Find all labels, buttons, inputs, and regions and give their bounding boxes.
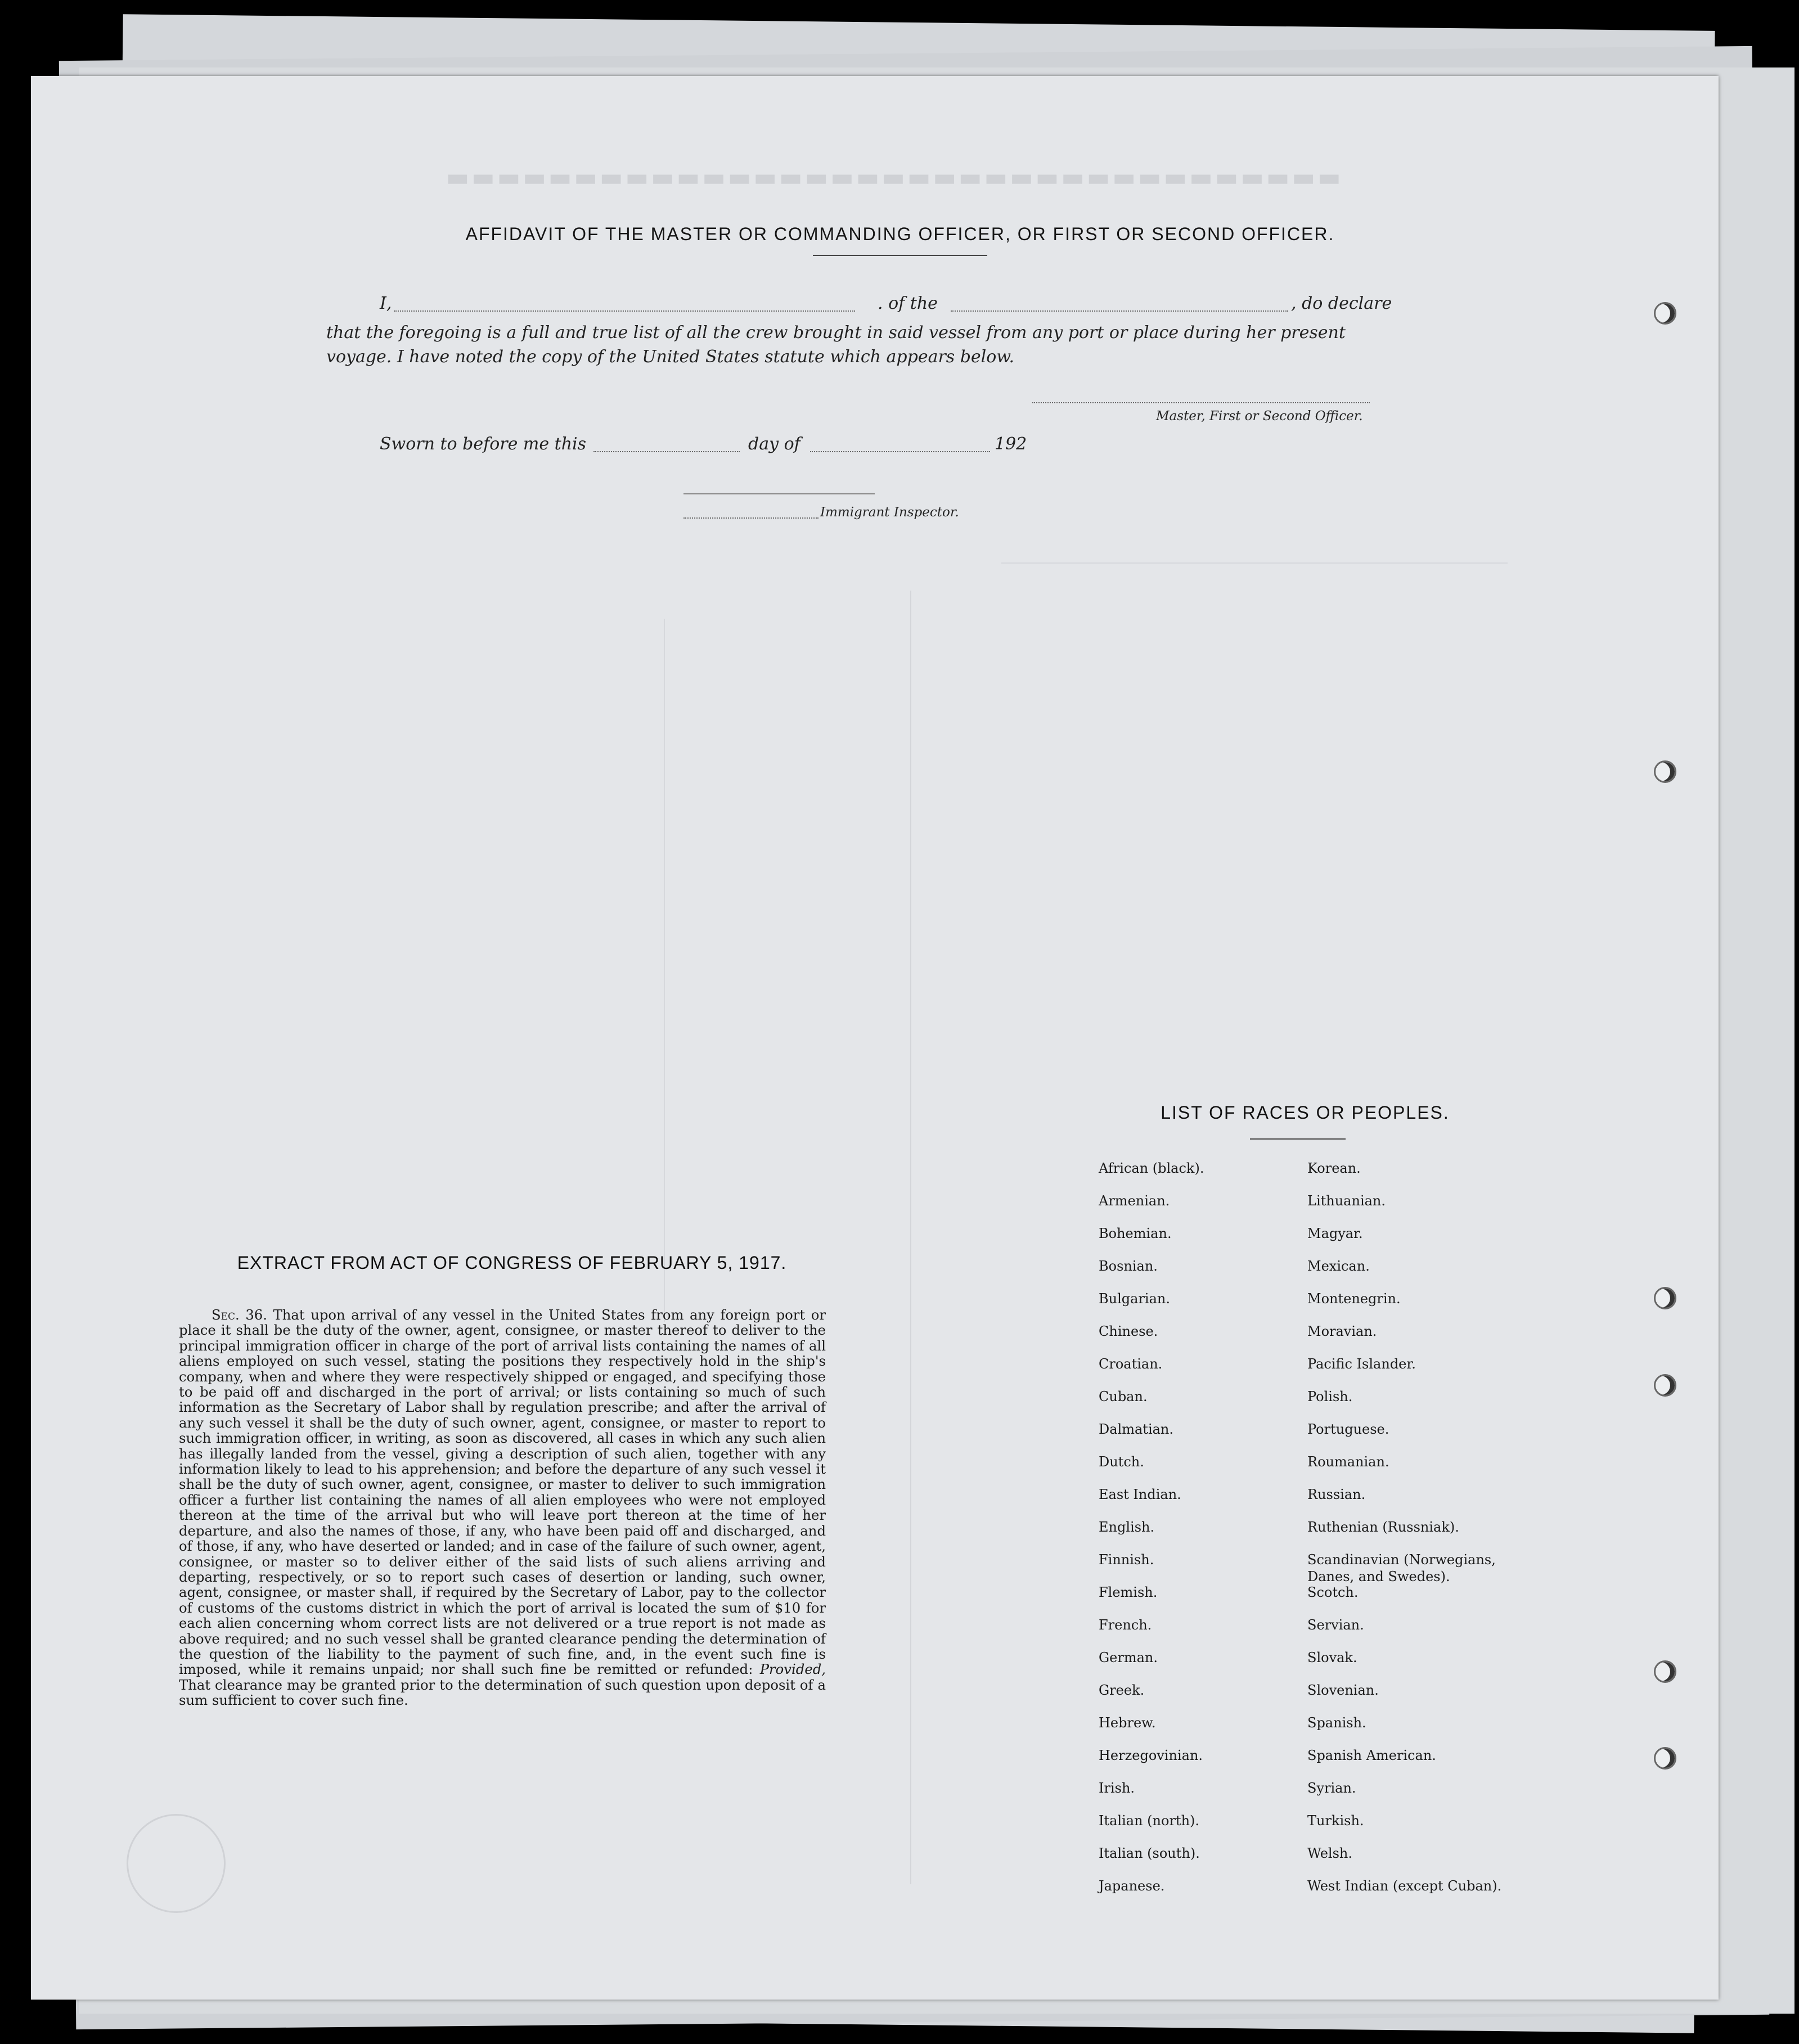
race-item: Lithuanian. xyxy=(1307,1193,1386,1209)
race-item: Slovenian. xyxy=(1307,1682,1379,1698)
race-item: Cuban. xyxy=(1099,1389,1148,1404)
affidavit-line-2: that the foregoing is a full and true list of all the crew brought in said vessel from any port or place during her present xyxy=(326,323,1346,343)
inspector-signature-field[interactable] xyxy=(683,493,875,494)
extract-title: EXTRACT FROM ACT OF CONGRESS OF FEBRUARY 5, 1917. xyxy=(237,1253,787,1273)
faint-stamp xyxy=(127,1814,226,1913)
race-item: Bohemian. xyxy=(1099,1226,1172,1241)
title-underline xyxy=(813,255,987,256)
race-item: Herzegovinian. xyxy=(1099,1748,1203,1763)
race-item: Chinese. xyxy=(1099,1323,1158,1339)
bleed-through-header: ▬▬▬▬▬▬▬▬▬▬▬▬▬▬▬▬▬▬▬▬▬▬▬▬▬▬▬▬▬▬▬▬▬▬▬ xyxy=(446,163,1343,192)
race-item: Scandinavian (Norwegians, Danes, and Swedes). xyxy=(1307,1552,1496,1584)
race-item: Montenegrin. xyxy=(1307,1291,1401,1307)
bleed-through-rule xyxy=(664,619,665,1322)
statute-text xyxy=(179,1307,826,1708)
statute-body-end: That clearance may be granted prior to the determination of such question upon deposit of a sum sufficient to cover such fine. xyxy=(179,1676,826,1709)
races-title-underline xyxy=(1250,1138,1346,1140)
binder-hole xyxy=(1654,1660,1676,1683)
race-item: Portuguese. xyxy=(1307,1421,1389,1437)
race-item: Servian. xyxy=(1307,1617,1364,1633)
race-item: Pacific Islander. xyxy=(1307,1356,1416,1372)
race-item: Welsh. xyxy=(1307,1845,1352,1861)
race-item: Irish. xyxy=(1099,1780,1135,1796)
inspector-dotted-line xyxy=(683,517,818,519)
race-item: Syrian. xyxy=(1307,1780,1356,1796)
race-item: Ruthenian (Russniak). xyxy=(1307,1519,1459,1535)
race-item: Spanish. xyxy=(1307,1715,1366,1731)
races-title: LIST OF RACES OR PEOPLES. xyxy=(1161,1102,1450,1123)
binder-hole xyxy=(1654,1287,1676,1309)
race-item: Italian (south). xyxy=(1099,1845,1200,1861)
inspector-caption: Immigrant Inspector. xyxy=(820,505,959,520)
bleed-through-rule xyxy=(1001,562,1508,564)
race-item: Italian (north). xyxy=(1099,1813,1200,1829)
race-item: Scotch. xyxy=(1307,1584,1359,1600)
affidavit-i: I, xyxy=(380,294,392,313)
race-item: West Indian (except Cuban). xyxy=(1307,1878,1502,1894)
race-item: Dalmatian. xyxy=(1099,1421,1174,1437)
race-item: Japanese. xyxy=(1099,1878,1165,1894)
sworn-day-field[interactable] xyxy=(593,451,740,452)
sworn-prefix: Sworn to before me this xyxy=(380,434,587,454)
race-item: Greek. xyxy=(1099,1682,1145,1698)
affidavit-declare: , do declare xyxy=(1291,294,1392,313)
bleed-through-rule xyxy=(910,591,911,1884)
statute-provided: Provided, xyxy=(759,1661,826,1678)
race-item: Moravian. xyxy=(1307,1323,1377,1339)
section-label: Sec. 36. xyxy=(212,1307,267,1323)
race-item: Finnish. xyxy=(1099,1552,1154,1568)
race-item: East Indian. xyxy=(1099,1487,1181,1502)
races-list-right xyxy=(1307,1160,1544,1910)
race-item: Bulgarian. xyxy=(1099,1291,1170,1307)
statute-body: That upon arrival of any vessel in the United States from any foreign port or place it shall be the duty of the owner, agent, consignee, or master thereof to deliver to the principal immigration officer in charge of the port of arrival lists containing the names of all aliens employed on such vessel, stating the positions they respectively hold in the ship's company, when and where they were respectively shipped or engaged, and specifying those to be paid off and discharged in the port of arrival; or lists containing so much of such information as the Secretary of Labor shall by regulation prescribe; and after the arrival of any such vessel it shall be the duty of such owner, agent, consignee, or master to report to such immigration officer, in writing, as soon as discovered, all cases in which any such alien has illegally landed from the vessel, giving a description of such alien, together with any information likely to lead to his apprehension; and before the departure of any such vessel it shall be the duty of such owner, agent, consignee, or master to deliver to such immigration officer a further list containing the names of all alien employees who were not employed thereon at the time of the arrival but who will leave port thereon at the time of her departure, and also the names of those, if any, who have been paid off and discharged, and of those, if any, who have deserted or landed; and in case of the failure of such owner, agent, consignee, or master so to deliver either of the said lists of such aliens arriving and departing, respectively, or so to report such cases of desertion or landing, such owner, agent, consignee, or master shall, if required by the Secretary of Labor, pay to the collector of customs of the customs district in which the port of arrival is located the sum of $10 for each alien concerning whom correct lists are not delivered or a true report is not made as above required; and no such vessel shall be granted clearance pending the determination of the question of the liability to the payment of such fine, and, in the event such fine is imposed, while it remains unpaid; nor shall such fine be remitted or refunded: xyxy=(179,1307,826,1678)
affidavit-of-the: . of the xyxy=(878,294,938,313)
race-item: Bosnian. xyxy=(1099,1258,1158,1274)
race-item: Polish. xyxy=(1307,1389,1353,1404)
race-item: Turkish. xyxy=(1307,1813,1364,1829)
binder-hole xyxy=(1654,1747,1676,1770)
vessel-name-field[interactable] xyxy=(951,310,1288,312)
race-item: Slovak. xyxy=(1307,1650,1357,1665)
affidavit-title: AFFIDAVIT OF THE MASTER OR COMMANDING OFFICER, OR FIRST OR SECOND OFFICER. xyxy=(465,224,1335,244)
officer-caption: Master, First or Second Officer. xyxy=(1156,409,1363,424)
officer-signature-field[interactable] xyxy=(1032,402,1370,403)
race-item: Spanish American. xyxy=(1307,1748,1436,1763)
race-item: Russian. xyxy=(1307,1487,1366,1502)
race-item: Flemish. xyxy=(1099,1584,1158,1600)
sworn-day-of: day of xyxy=(748,434,800,454)
binder-hole xyxy=(1654,760,1676,783)
races-list-left xyxy=(1099,1160,1284,1910)
race-item: Magyar. xyxy=(1307,1226,1363,1241)
race-item: Mexican. xyxy=(1307,1258,1370,1274)
affidavit-line-3: voyage. I have noted the copy of the United States statute which appears below. xyxy=(326,347,1014,367)
race-item: African (black). xyxy=(1099,1160,1204,1176)
binder-hole xyxy=(1654,1374,1676,1397)
race-item: French. xyxy=(1099,1617,1152,1633)
sworn-year: 192 xyxy=(995,434,1027,454)
race-item: Dutch. xyxy=(1099,1454,1144,1470)
race-item: Roumanian. xyxy=(1307,1454,1389,1470)
race-item: English. xyxy=(1099,1519,1155,1535)
binder-hole xyxy=(1654,302,1676,325)
master-name-field[interactable] xyxy=(394,310,855,312)
sworn-month-field[interactable] xyxy=(810,451,990,452)
race-item: Croatian. xyxy=(1099,1356,1163,1372)
race-item: Korean. xyxy=(1307,1160,1361,1176)
race-item: Hebrew. xyxy=(1099,1715,1156,1731)
race-item: German. xyxy=(1099,1650,1158,1665)
race-item: Armenian. xyxy=(1099,1193,1170,1209)
